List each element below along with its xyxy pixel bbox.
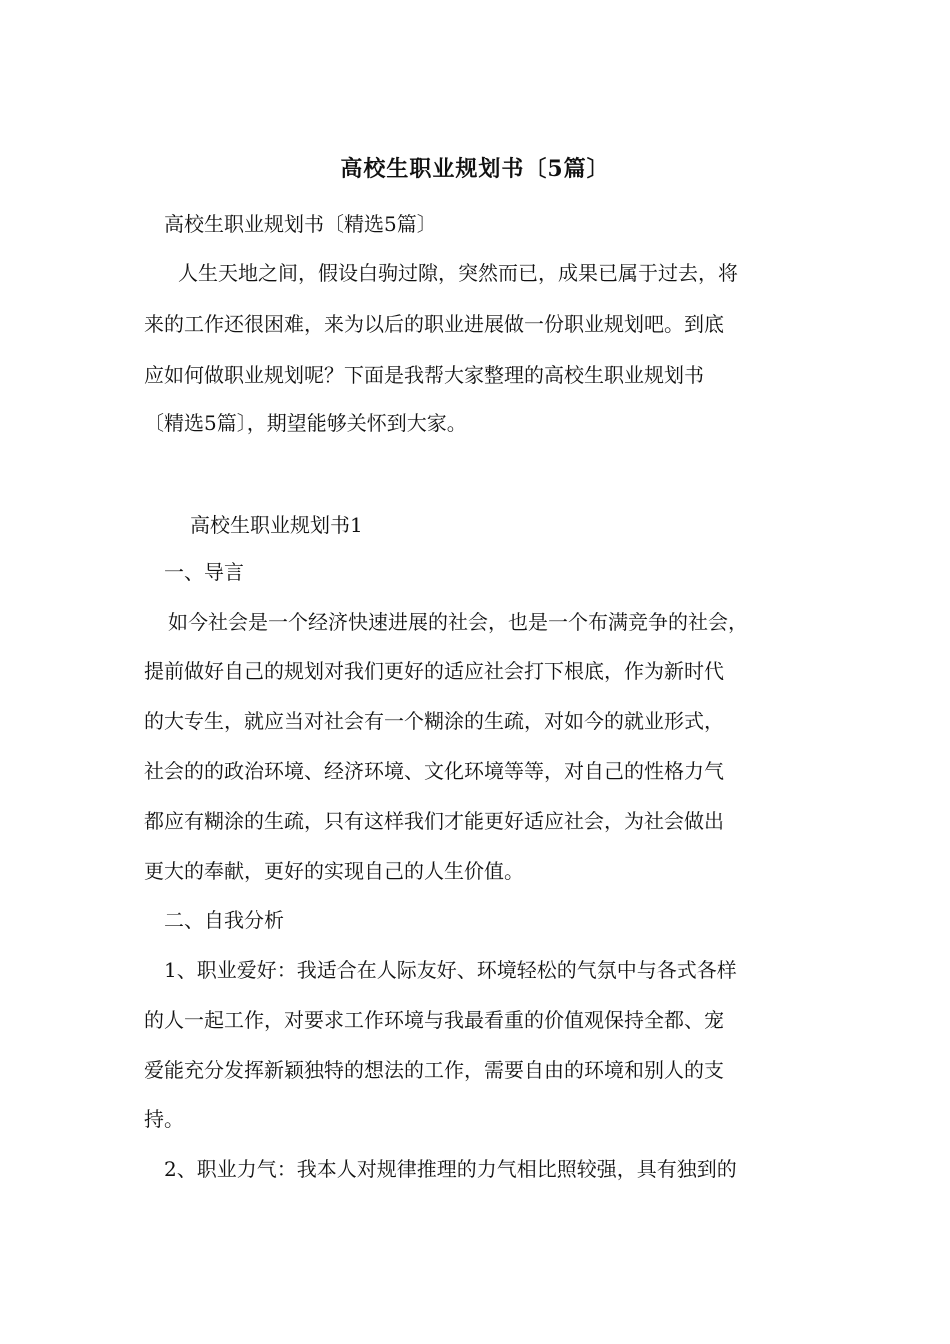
heading-self-analysis: 二、自我分析: [164, 908, 284, 932]
paragraph-line: 提前做好自己的规划对我们更好的适应社会打下根底，作为新时代: [144, 659, 724, 683]
item-line: 2、职业力气：我本人对规律推理的力气相比照较强，具有独到的: [164, 1157, 737, 1181]
intro-line: 应如何做职业规划呢？下面是我帮大家整理的高校生职业规划书: [144, 363, 704, 387]
paragraph-line: 都应有糊涂的生疏，只有这样我们才能更好适应社会，为社会做出: [144, 809, 724, 833]
intro-line: 人生天地之间，假设白驹过隙，突然而已，成果已属于过去，将: [178, 261, 738, 285]
section-title: 高校生职业规划书1: [190, 513, 363, 537]
paragraph-line: 社会的的政治环境、经济环境、文化环境等等，对自己的性格力气: [144, 759, 724, 783]
paragraph-line: 的大专生，就应当对社会有一个糊涂的生疏，对如今的就业形式，: [144, 709, 724, 733]
intro-line: 〔精选5篇〕，期望能够关怀到大家。: [144, 411, 467, 435]
item-line: 爱能充分发挥新颖独特的想法的工作，需要自由的环境和别人的支: [144, 1058, 724, 1082]
document-title: 高校生职业规划书〔5篇〕: [340, 156, 610, 182]
document-subtitle: 高校生职业规划书〔精选5篇〕: [164, 212, 437, 236]
heading-intro: 一、导言: [164, 560, 244, 584]
paragraph-line: 更大的奉献，更好的实现自己的人生价值。: [144, 859, 524, 883]
item-line: 的人一起工作，对要求工作环境与我最看重的价值观保持全都、宠: [144, 1008, 724, 1032]
item-line: 持。: [144, 1107, 184, 1131]
intro-line: 来的工作还很困难，来为以后的职业进展做一份职业规划吧。到底: [144, 312, 724, 336]
item-line: 1、职业爱好：我适合在人际友好、环境轻松的气氛中与各式各样: [164, 958, 737, 982]
paragraph-line: 如今社会是一个经济快速进展的社会，也是一个布满竞争的社会，: [168, 610, 748, 634]
